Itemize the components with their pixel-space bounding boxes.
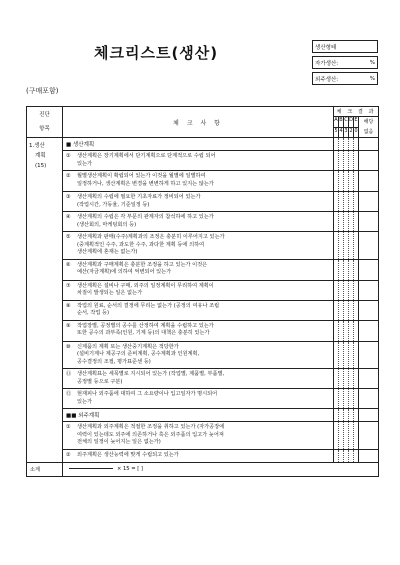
check-item-line <box>66 153 330 161</box>
na-cell[interactable] <box>359 320 379 341</box>
score-e: 0 <box>354 127 359 138</box>
item-line2: 공정별 등으로 구분) <box>77 378 123 385</box>
item-line1: 생산계획의 수립에 필요한 기초자료가 정비되어 있는가 <box>77 194 201 200</box>
checklist-row <box>27 300 379 320</box>
item-line2: 여력이 있는데도 외주에 의존하거나 혹은 외주품의 입고가 늦어져 <box>77 431 224 438</box>
check-item-line <box>66 283 330 291</box>
item-number: ① <box>66 153 71 159</box>
item-line1: 작업장별, 공정별의 공수를 산정하여 계획을 수립하고 있는가 <box>77 322 214 329</box>
grade-b: B <box>339 117 344 128</box>
item-line2: 일정하거나, 생산계획은 변경을 변변하게 하고 있지는 않는가 <box>77 180 214 187</box>
checklist-row <box>27 151 379 171</box>
subtotal-label: 소계 <box>27 462 63 476</box>
item-line3: 공수결정의 조절, 평가표준센 등) <box>77 358 151 365</box>
check-item-line <box>66 344 330 352</box>
na-cell[interactable] <box>359 450 379 463</box>
score-d: 2 <box>349 127 354 138</box>
outsource-production-unit: % <box>368 73 378 85</box>
check-item-text <box>63 151 334 171</box>
item-line1: 생산계획과 판매(수주)계획과의 조정은 충분히 이루어지고 있는가 <box>77 234 225 240</box>
item-number: ⑧ <box>66 302 71 309</box>
item-line1: 생산계획은 설비나 구매, 외주의 일정계획이 무리하여 계획이 <box>77 282 214 289</box>
item-line2: 차질이 발생되는 일은 없는가 <box>77 290 143 296</box>
check-item-text <box>63 422 334 450</box>
subtotal-formula-cell <box>63 462 379 476</box>
item-line1: 생산계획과 외주계획은 적절한 조정을 취하고 있는가 (자가공장에 <box>77 424 225 430</box>
na-cell[interactable] <box>359 409 379 422</box>
item-line2: (생산회의, 마케팅회의 등) <box>77 221 137 228</box>
na-cell[interactable] <box>359 341 379 369</box>
category-category-line1: 1.생산 <box>29 143 45 149</box>
page-subtitle: (구매포함) <box>26 87 59 95</box>
na-cell[interactable] <box>359 422 379 450</box>
item-line1: 신제품의 계획 또는 생산중기계획은 적당한가 <box>77 343 179 350</box>
item-line2: 순서, 작업 등) <box>77 310 110 316</box>
score-a: 5 <box>334 127 339 138</box>
diagnosis-header-line2: 항목 <box>39 126 50 132</box>
na-line1: 해당 <box>363 119 374 125</box>
na-cell[interactable] <box>359 369 379 389</box>
category-category-line2: 계획 <box>35 153 46 159</box>
na-cell[interactable] <box>359 259 379 280</box>
checklist-row <box>27 450 379 463</box>
check-item-text <box>63 300 334 320</box>
checklist-row <box>27 259 379 280</box>
subtotal-formula: × 15 = [ ] <box>117 466 143 472</box>
item-line3: 전체의 일정이 늦어지는 일은 없는가) <box>77 439 161 445</box>
subtotal-blank <box>69 468 113 469</box>
checklist-row <box>27 171 379 192</box>
item-number: ⑥ <box>66 261 71 268</box>
item-number: ③ <box>66 194 71 200</box>
not-applicable-header <box>359 117 379 138</box>
na-cell[interactable] <box>359 232 379 260</box>
item-line2: (작업시간, 가동율, 기준일정 등) <box>77 201 150 208</box>
item-line1: 생산계획과 구매계획은 충분한 조정을 하고 있는가 이것은 <box>77 261 208 268</box>
checklist-row <box>27 320 379 341</box>
checklist-table <box>26 106 379 477</box>
checklist-row <box>27 369 379 389</box>
na-cell[interactable] <box>359 192 379 212</box>
check-item-line <box>66 234 330 242</box>
check-items-header: 체 크 사 항 <box>63 107 334 138</box>
check-item-line <box>66 262 330 270</box>
item-number: ② <box>66 452 71 458</box>
item-number: ⑪ <box>66 371 72 377</box>
item-line2: (중계획적인 수주, 과도한 수주, 과다한 계획 등에 의하여 <box>77 241 205 248</box>
check-item-line <box>66 391 330 399</box>
check-result-header: 체 크 결 과 <box>334 107 379 117</box>
item-line1: 월별생산계획이 확립되어 있는가 이것을 월별에 일별하여 <box>77 173 206 179</box>
item-line2: 또한 공수의 과부족(인원, 기계 등)의 대책은 충분히 있는가 <box>77 330 210 336</box>
check-item-line <box>66 452 330 460</box>
item-number: ④ <box>66 214 71 220</box>
category-production-planning <box>27 138 63 463</box>
grade-c: C <box>344 117 349 128</box>
page-title: 체크리스트(생산) <box>94 44 219 62</box>
score-c: 3 <box>344 127 349 138</box>
diagnosis-item-header <box>27 107 63 138</box>
item-line1: 현재피나 외주품에 대하여 그 소요량이나 입고일자가 명시되어 <box>77 391 218 397</box>
na-cell[interactable] <box>359 389 379 409</box>
na-cell[interactable] <box>359 300 379 320</box>
checklist-row <box>27 389 379 409</box>
grade-a: A <box>334 117 339 128</box>
check-item-line <box>66 194 330 202</box>
check-item-text <box>63 171 334 192</box>
item-line1: 생산계획표는 세목별로 지시되어 있는가 (작업별, 제품별, 부품별, <box>77 371 225 377</box>
check-item-line <box>66 424 330 432</box>
item-line2: 있는가 <box>77 160 93 167</box>
check-item-text <box>63 259 334 280</box>
na-line2: 없음 <box>363 129 374 135</box>
checklist-row <box>27 232 379 260</box>
production-type-header: 생산형태 <box>313 41 378 53</box>
checklist-row <box>27 192 379 212</box>
na-cell[interactable] <box>359 171 379 192</box>
diagnosis-header-line1: 진단 <box>39 112 50 118</box>
check-item-text <box>63 341 334 369</box>
grade-e: E <box>354 117 359 128</box>
na-cell[interactable] <box>359 280 379 300</box>
grade-d: D <box>349 117 354 128</box>
checklist-row <box>27 212 379 232</box>
production-type-box <box>312 40 378 85</box>
item-number: ⑨ <box>66 322 71 329</box>
check-item-line <box>66 371 330 379</box>
check-item-text <box>63 192 334 212</box>
item-number: ⑩ <box>66 343 71 350</box>
category-category-count: (15) <box>35 163 47 169</box>
item-line1: 생산계획의 수립은 각 부문의 관계자의 참석하에 하고 있는가 <box>77 214 214 220</box>
item-line1: 작업의 원료, 순서의 결정에 무리는 없는가 (공정의 여유나 조립 <box>77 302 220 309</box>
item-number: ② <box>66 173 71 179</box>
check-item-text <box>63 369 334 389</box>
checklist-row <box>27 341 379 369</box>
item-number: ⑤ <box>66 234 71 240</box>
na-cell[interactable] <box>359 151 379 171</box>
section-heading: ■■ 외주계획 <box>63 409 334 422</box>
check-item-text <box>63 232 334 260</box>
item-line1: 생산계획은 장기계획에서 단기계획으로 단계적으로 수립 되어 <box>77 153 216 159</box>
check-item-text <box>63 389 334 409</box>
self-production-unit: % <box>368 57 378 69</box>
check-item-line <box>66 173 330 181</box>
item-number: ⑦ <box>66 282 71 289</box>
check-item-text <box>63 450 334 463</box>
section-heading: ■ 생산계획 <box>63 138 334 151</box>
item-line2: (설비기계나 제공구의 준비계획, 공수계획과 인원계획, <box>77 351 200 357</box>
item-line1: 외주계획은 생산능력에 맞게 수립되고 있는가 <box>77 452 179 458</box>
check-item-text <box>63 280 334 300</box>
check-item-line <box>66 303 330 311</box>
na-cell[interactable] <box>359 212 379 232</box>
check-item-line <box>66 323 330 331</box>
checklist-row <box>27 280 379 300</box>
outsource-production-label: 외주생산: <box>313 73 368 85</box>
check-item-line <box>66 214 330 222</box>
item-line2: 예산(자금계획)에 의하여 억변되어 있는가 <box>77 269 172 275</box>
na-cell[interactable] <box>359 138 379 151</box>
item-line2: 있는가 <box>77 398 93 405</box>
item-number: ① <box>66 424 71 430</box>
check-item-text <box>63 320 334 341</box>
check-item-text <box>63 212 334 232</box>
checklist-row <box>27 422 379 450</box>
score-b: 4 <box>339 127 344 138</box>
item-number: ⑫ <box>66 391 72 397</box>
self-production-label: 자가생산: <box>313 57 368 69</box>
item-line3: 생산계획에 혼재는 없는가) <box>77 249 138 255</box>
